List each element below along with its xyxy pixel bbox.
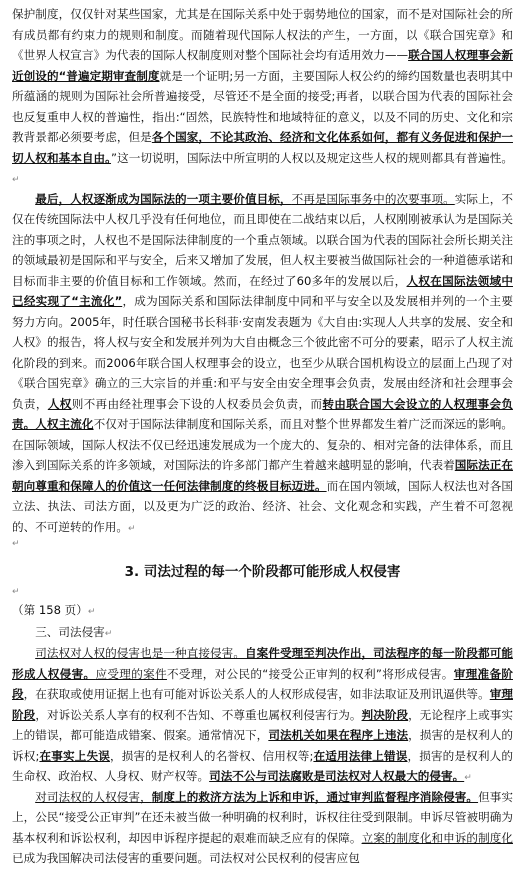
emphasis-text: 在事实上失误 — [39, 748, 110, 763]
emphasis-text: 司法不公与司法腐败是司法权对人权最大的侵害。 — [209, 769, 465, 783]
emphasis-text: 国际法正在朝向尊重和保障人的价值这一任何法律制度的终极目标迈进。 — [12, 458, 513, 493]
text-run: ，对诉讼关系人享有的权利不告知、不尊重也属权利侵害行为。 — [35, 707, 362, 722]
underlined-text: 司法权对人权的侵害也是一种直接侵害。 — [35, 646, 245, 660]
emphasis-text: 联合国人权理事会新近创设的“普遍定期审查制度 — [12, 48, 513, 83]
text-run: 但事实上，公民“接受公正审判”在还未被当做一种明确的权利时，诉权往往受到限制。申诉尽管被明确为基本权利和诉讼权利，却因申诉程序提起的艰难而缺乏应有的保障。 — [12, 789, 513, 845]
underlined-text: 立案的制度化和申诉的制度化 — [361, 830, 513, 845]
paragraph-mark: ↵ — [12, 175, 20, 185]
underlined-text: 对司法权的人权侵害， — [35, 789, 152, 804]
text-run: 而在国内领域，国际人权法也对各国立法、执法、司法方面，以及更为广泛的政治、经济、社会、文化观念和实践，产生着不可忽视的、不可逆转的作用。 — [12, 478, 513, 534]
text-run: ，无论程序上或事实上的错误，都可能造成错案、假案。通常情况下， — [12, 707, 513, 742]
paragraph-mark: ↵ — [127, 523, 136, 534]
text-run: 就是一个证明;另一方面，主要国际人权公约的缔约国数量也表明其中所蕴涵的规则为国际社会所普遍接受，尽管还不是全面的接受;再者，以联合国为代表的国际社会也反复重申人权的普遍性，指出:“固然，民族特性和地域特征的意义，以及不同的历史、文化和宗教背景都必须要考虑，但是 — [12, 68, 513, 144]
emphasis-text: 制度上的救济方法为上诉和申诉，通过审判监督程序消除侵害。 — [151, 789, 479, 804]
text-run: 则不再由经社理事会下设的人权委员会负责，而 — [71, 396, 323, 411]
emphasis-text: 司法机关如果在程序上违法 — [268, 728, 409, 742]
text-run: 保护制度，仅仅针对某些国家，尤其是在国际关系中处于弱势地位的国家，而不是对国际社会的所有成员都有约束力的规则和制度。而随着现代国际人权法的产生，一方面，以《联合国宪章》和《世界人权宣言》为代表的国际人权制度则对整个国际社会均有适用效力—— — [12, 7, 513, 62]
underlined-text: 应受理的案件 — [95, 666, 167, 681]
text-run: ，成为国际关系和国际法律制度中同和平与安全以及发展相并列的一个主要努力方向。2005年，时任联合国秘书长科菲·安南发表题为《大自由:实现人人共享的发展、安全和人权》的报告，将人权与安全和发展并列为大自由概念三个彼此密不可分的要素，昭示了人权主流化阶段的到来。而2006年联合国人权理事会的设立，也至少从联合国机构设立的层面上凸现了对《联合国宪章》确立的三大宗旨的并重:和平与安全由安全理事会负责，发展由经济和社会理事会负责， — [12, 294, 513, 411]
empty-line: ↵ — [12, 587, 20, 597]
text-run: 不受理，对公民的“接受公正审判的权利”将形成侵害。 — [166, 666, 454, 681]
empty-line: ↵ — [12, 539, 20, 549]
paragraph-mark: ↵ — [104, 629, 113, 639]
text-run: 不仅对于国际法律制度和国际关系，而且对整个世界都发生着广泛而深远的影响。在国际领域，国际人权法不仅已经迅速发展成为一个庞大的、复杂的、相对完备的法律体系，而且渗入到国际关系的许多领域，对国际法的许多部门都产生着越来越明显的影响，代表着 — [12, 417, 513, 472]
emphasis-text: 转由联合国大会设立的人权理事会负责。人权主流化 — [12, 396, 513, 431]
text-run: ，在获取或使用证据上也有可能对诉讼关系人的人权形成侵害，如非法取证及刑讯逼供等。 — [23, 687, 490, 701]
text-run: ”这一切说明，国际法中所宣明的人权以及规定这些人权的规则都具有普遍性。 — [111, 150, 513, 165]
page-reference — [12, 599, 513, 621]
text-run: 已成为我国解决司法侵害的重要问题。司法权对公民权利的侵害应包 — [12, 851, 360, 865]
text-run: ，损害的是权利人的诉权; — [12, 728, 513, 763]
emphasis-text: 审理阶段 — [12, 687, 513, 722]
paragraph-4 — [12, 787, 513, 869]
emphasis-text: 自案件受理至判决作出，司法程序的每一阶段都可能形成人权侵害。 — [12, 646, 513, 681]
text-run: 实际上，不仅在传统国际法中人权几乎没有任何地位，而且即使在二战结束以后，人权刚刚被承认为是国际关注的事项之时，人权也不是国际法律制度的一个重点领域。以联合国为代表的国际社会所长期关注的领域最初是国际和平与安全，后来又增加了发展，但人权主要被当做国际社会的一种道德承诺和目标而非主要的价值目标和工作领域。然而，在经过了60多年的发展以后， — [12, 191, 513, 288]
text-run: ，损害的是权利人的生命权、政治权、人身权、财产权等。 — [12, 748, 513, 783]
paragraph-mark: ↵ — [464, 773, 472, 783]
emphasis-text: 判决阶段 — [361, 707, 409, 722]
emphasis-text: 在适用法律上错误 — [313, 748, 408, 763]
sub-heading-text: 三、司法侵害 — [35, 625, 105, 639]
emphasis-text: 最后，人权逐渐成为国际法的一项主要价值目标， — [35, 191, 292, 206]
emphasis-text: 审理准备阶段 — [12, 666, 513, 701]
paragraph-2 — [12, 189, 513, 538]
emphasis-text: 各个国家，不论其政治、经济和文化体系如何，都有义务促进和保护一切人权和基本自由。 — [12, 130, 513, 165]
paragraph-1 — [12, 4, 513, 189]
paragraph-3 — [12, 643, 513, 787]
emphasis-text: 人权 — [47, 396, 72, 411]
text-run: ，损害的是权利人的名誉权、信用权等; — [109, 748, 314, 763]
section-heading: 3. 司法过程的每一个阶段都可能形成人权侵害 — [124, 564, 401, 580]
sub-heading — [12, 621, 513, 643]
emphasis-text: 人权在国际法领域中已经实现了“主流化” — [12, 273, 513, 308]
underlined-text: 不再是国际事务中的次要事项。 — [291, 191, 455, 206]
page-reference-text: （第 158 页） — [12, 603, 88, 617]
paragraph-mark: ↵ — [87, 607, 96, 617]
